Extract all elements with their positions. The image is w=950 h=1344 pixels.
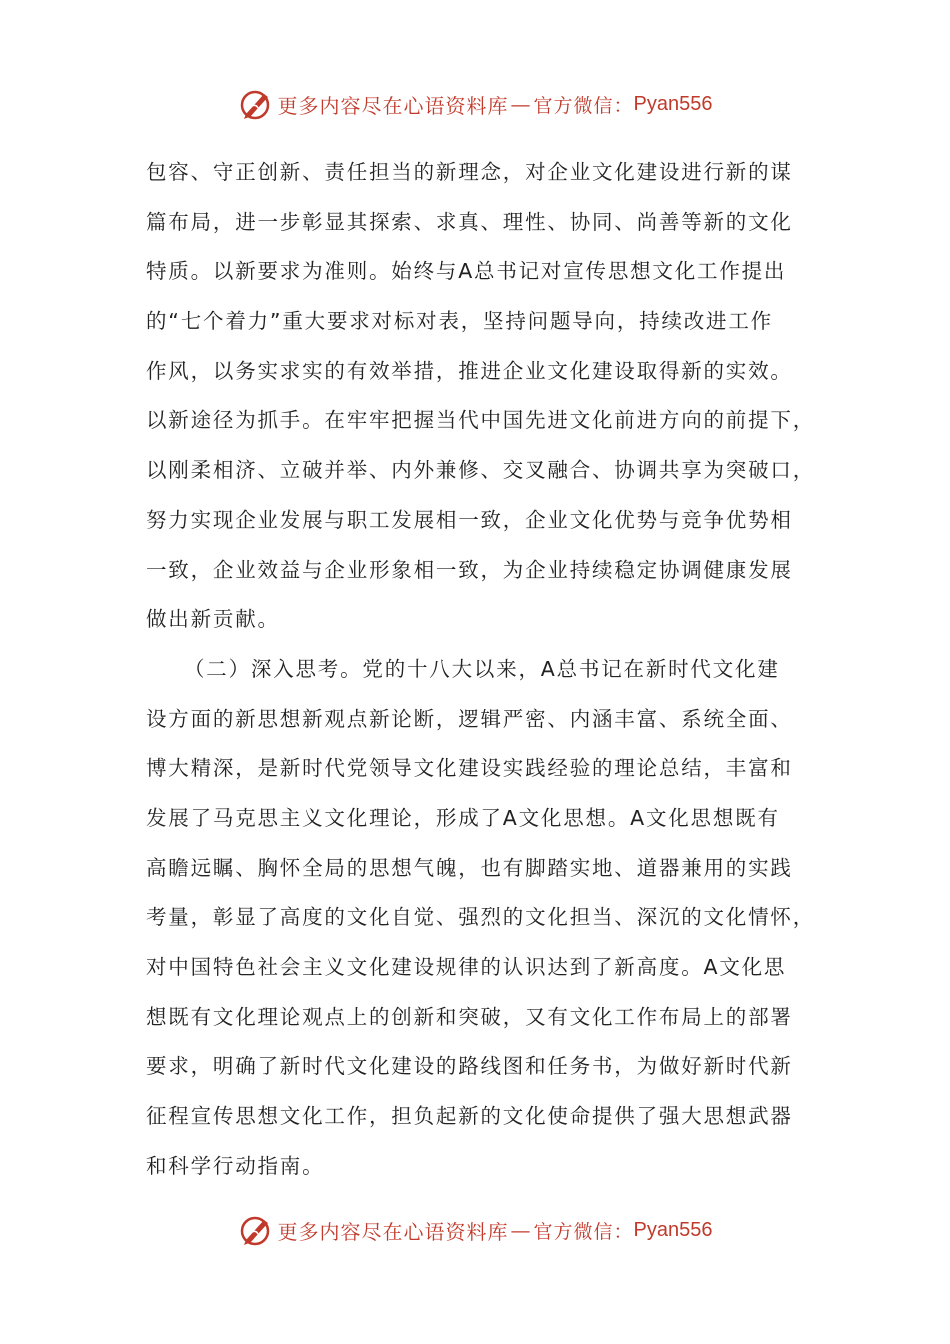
pen-logo-icon: [238, 86, 274, 122]
header-watermark-banner: [0, 84, 950, 124]
banner-separator: —: [510, 1218, 532, 1242]
text-line: 做出新贡献。: [146, 607, 280, 632]
text-line: 发展了马克思主义文化理论，形成了A文化思想。A文化思想既有: [146, 805, 780, 830]
text-line: 要求，明确了新时代文化建设的路线图和任务书，为做好新时代新: [146, 1054, 793, 1079]
text-line: 高瞻远瞩、胸怀全局的思想气魄，也有脚踏实地、道器兼用的实践: [146, 855, 793, 880]
text-line: 考量，彰显了高度的文化自觉、强烈的文化担当、深沉的文化情怀，: [146, 905, 815, 930]
footer-watermark-banner: [0, 1210, 950, 1250]
pen-logo-icon: [238, 1212, 274, 1248]
text-line: 篇布局，进一步彰显其探索、求真、理性、协同、尚善等新的文化: [146, 209, 793, 234]
text-line: 的“七个着力”重大要求对标对表，坚持问题导向，持续改进工作: [146, 309, 773, 334]
text-line: 设方面的新思想新观点新论断，逻辑严密、内涵丰富、系统全面、: [146, 706, 793, 731]
text-line: 包容、守正创新、责任担当的新理念，对企业文化建设进行新的谋: [146, 160, 793, 184]
text-line: 努力实现企业发展与职工发展相一致，企业文化优势与竞争优势相: [146, 507, 793, 532]
section-heading-line: （二）深入思考。党的十八大以来，A总书记在新时代文化建: [184, 656, 780, 681]
banner-label: 官方微信：: [533, 1220, 634, 1243]
document-body: [146, 148, 818, 1191]
text-line: 以新途径为抓手。在牢牢把握当代中国先进文化前进方向的前提下，: [146, 408, 815, 433]
banner-separator: —: [510, 92, 532, 116]
text-line: 对中国特色社会主义文化建设规律的认识达到了新高度。A文化思: [146, 955, 787, 979]
banner-site-text: 更多内容尽在心语资料库: [277, 1219, 509, 1244]
banner-wechat-handle: Pyan556: [633, 92, 713, 115]
text-line: 和科学行动指南。: [146, 1153, 325, 1178]
text-line: 想既有文化理论观点上的创新和突破，又有文化工作布局上的部署: [146, 1004, 793, 1029]
text-line: 征程宣传思想文化工作，担负起新的文化使命提供了强大思想武器: [146, 1104, 793, 1129]
text-line: 作风，以务实求实的有效举措，推进企业文化建设取得新的实效。: [146, 358, 793, 383]
text-line: 以刚柔相济、立破并举、内外兼修、交叉融合、协调共享为突破口，: [146, 458, 815, 483]
banner-label: 官方微信：: [533, 94, 634, 117]
banner-wechat-handle: Pyan556: [633, 1218, 713, 1241]
text-line: 特质。以新要求为准则。始终与A总书记对宣传思想文化工作提出: [146, 259, 787, 284]
text-line: 一致，企业效益与企业形象相一致，为企业持续稳定协调健康发展: [146, 557, 793, 582]
text-line: 博大精深，是新时代党领导文化建设实践经验的理论总结，丰富和: [146, 756, 793, 781]
banner-site-text: 更多内容尽在心语资料库: [277, 93, 509, 118]
